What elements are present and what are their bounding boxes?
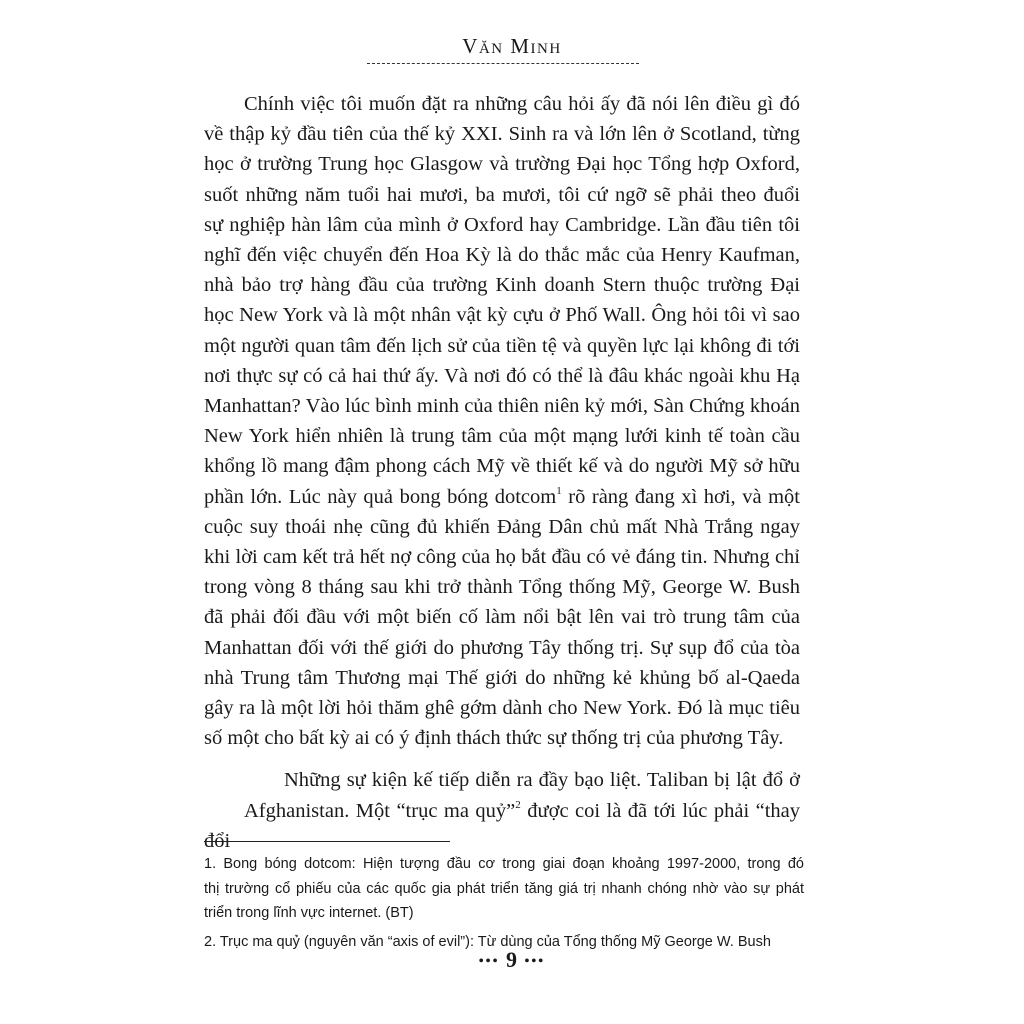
running-header: Văn Minh	[462, 34, 562, 58]
page-number	[0, 947, 1024, 973]
text-line-with-footnote-2	[204, 796, 800, 856]
text-line: về thập kỷ đầu tiên của thế kỷ XXI. Sinh ra và lớn lên ở Scotland, từng	[204, 123, 800, 146]
footnote-line: 1. Bong bóng dotcom: Hiện tượng đầu cơ trong giai đoạn khoảng 1997-2000, trong đó	[204, 856, 804, 872]
text-line: Manhattan đối với thế giới do phương Tây thống trị. Sự sụp đổ của tòa	[204, 636, 800, 659]
text-line: gây ra là một lời hỏi thăm ghê gớm dành cho New York. Đó là mục tiêu	[204, 697, 800, 720]
text-line: học New York và là một nhân vật kỳ cựu ở Phố Wall. Ông hỏi tôi vì sao	[204, 304, 800, 327]
text-line: một người quan tâm đến lịch sử của tiền tệ và quyền lực lại không đi tới	[204, 334, 800, 357]
text-line: Những sự kiện kế tiếp diễn ra đầy bạo liệt. Taliban bị lật đổ ở	[284, 769, 800, 792]
text-line: suốt những năm tuổi hai mươi, ba mươi, tôi cứ ngỡ sẽ phải theo đuổi	[204, 183, 800, 206]
text-fragment: Afghanistan. Một “trục ma quỷ”	[244, 799, 516, 822]
text-line: nhà bảo trợ hàng đầu của trường Kinh doanh Stern thuộc trường Đại	[204, 274, 800, 297]
main-text	[204, 89, 800, 856]
text-line: nơi thực sự có cả hai thứ ấy. Và nơi đó có thể là đâu khác ngoài khu Hạ	[204, 364, 800, 387]
page-dots-right: •••	[524, 954, 546, 969]
text-line: sự nghiệp hàn lâm của mình ở Oxford hay Cambridge. Lần đầu tiên tôi	[204, 213, 800, 236]
paragraph-1	[204, 89, 800, 753]
text-line: Manhattan? Vào lúc bình minh của thiên niên kỷ mới, Sàn Chứng khoán	[204, 395, 800, 418]
footnote-line: 2. Trục ma quỷ (nguyên văn “axis of evil”): Từ dùng của Tổng thống Mỹ George W. Bush	[204, 933, 771, 950]
text-line: khổng lồ mang đậm phong cách Mỹ về thiết kế và do người Mỹ sở hữu	[204, 455, 800, 478]
footnote-line: triển trong lĩnh vực internet. (BT)	[204, 905, 414, 921]
paragraph-2	[204, 765, 800, 856]
text-fragment: rõ ràng đang xì hơi, và một	[561, 485, 800, 508]
text-line: khi lời cam kết trả hết nợ công của họ bắt đầu có vẻ đáng tin. Nhưng chỉ	[204, 546, 800, 569]
footnote-ref-1: 1	[556, 484, 562, 497]
text-line: trong vòng 8 tháng sau khi trở thành Tổng thống Mỹ, George W. Bush	[204, 576, 800, 599]
footnote-1	[204, 852, 804, 926]
header-dashed-rule	[367, 63, 639, 64]
page-number-value: 9	[506, 947, 518, 972]
text-line: nhà Trung tâm Thương mại Thế giới do những kẻ khủng bố al-Qaeda	[204, 666, 800, 689]
footnotes	[204, 852, 804, 954]
text-line: Chính việc tôi muốn đặt ra những câu hỏi ấy đã nói lên điều gì đó	[244, 93, 800, 115]
text-line: New York hiển nhiên là trung tâm của một mạng lưới kinh tế toàn cầu	[204, 425, 800, 448]
text-line: nghĩ đến việc chuyển đến Hoa Kỳ là do thắc mắc của Henry Kaufman,	[204, 244, 800, 267]
text-fragment: phần lớn. Lúc này quả bong bóng dotcom	[204, 485, 557, 508]
footnote-separator	[204, 841, 450, 842]
text-line: học ở trường Trung học Glasgow và trường Đại học Tổng hợp Oxford,	[204, 153, 800, 176]
footnote-ref-2: 2	[515, 798, 521, 811]
page-dots-left: •••	[478, 954, 500, 969]
text-line: đã phải đối đầu với một biến cố làm nổi bật lên vai trò trung tâm của	[204, 606, 800, 629]
text-line-with-footnote-1	[204, 482, 800, 512]
text-line: số một cho bất kỳ ai có ý định thách thức sự thống trị của phương Tây.	[204, 727, 784, 750]
footnote-line: thị trường cổ phiếu của các quốc gia phát triển tăng giá trị nhanh chóng nhờ vào sự phát	[204, 880, 804, 897]
text-fragment: được coi là đã tới lúc phải “thay đổi	[204, 799, 801, 852]
text-line: cuộc suy thoái nhẹ cũng đủ khiến Đảng Dân chủ mất Nhà Trắng ngay	[204, 515, 800, 538]
